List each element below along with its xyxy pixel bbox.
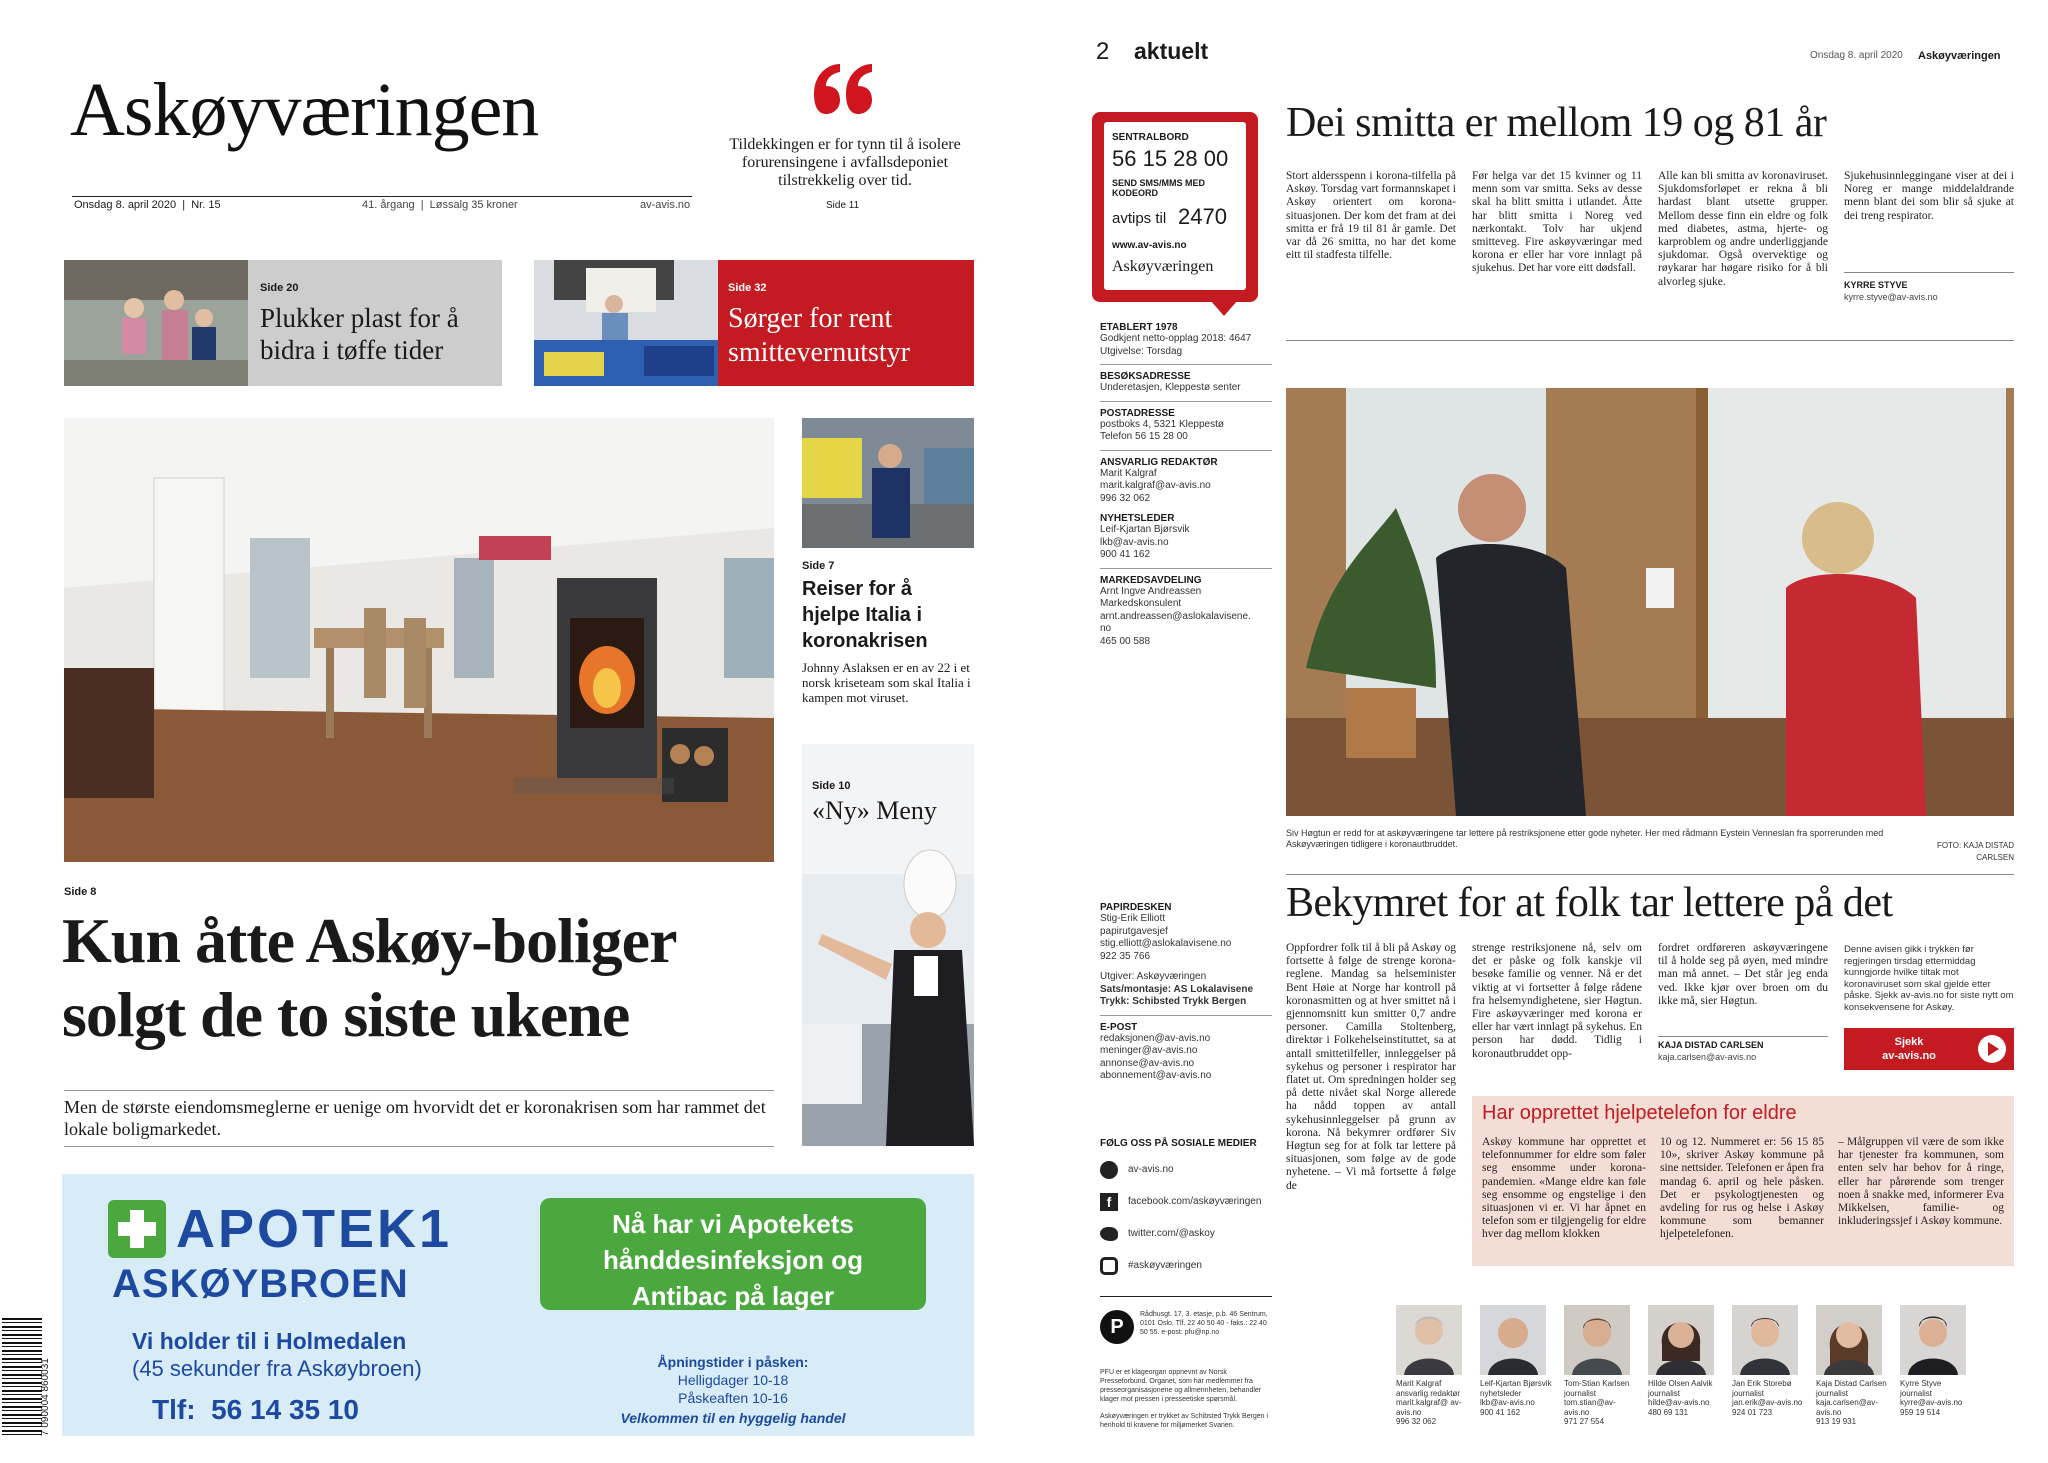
apotek-cross-icon: [108, 1200, 166, 1258]
story2-col3: fordret ordføreren askøyværingene til å holde seg på øyen, med mindre man må annet. – Det står jeg enda ved. Ikke kjør over broen om du ikke må, sier Høgtun.: [1658, 942, 1828, 1007]
helpline-col3: – Målgruppen vil være de som ikke har tjenester fra kommunen, som enten selv har behov for å ringe, eller har pårørende som trenger noen å snakke med, informerer Eva Mikkelsen, familie- og inkluderingssjef i Askøy kommune.: [1838, 1136, 2004, 1228]
story2-byline: KAJA DISTAD CARLSEN: [1658, 1040, 1764, 1050]
apotek-ad[interactable]: [62, 1174, 974, 1436]
instagram-icon: [1100, 1257, 1118, 1275]
header-paper: Askøyværingen: [1918, 50, 2001, 62]
teaser-plast[interactable]: [64, 260, 502, 386]
staff-photo: [1396, 1305, 1462, 1375]
staff-card: Kaja Distad Carlsen journalist kaja.carlsen@av-avis.no 913 19 931: [1816, 1305, 1888, 1427]
teaser-smitte-headline: Sørger for rent smittevernutstyr: [728, 303, 910, 368]
info-email: E-POST redaksjonen@av-avis.no meninger@av-avis.no annonse@av-avis.no abonnement@av-avis.no: [1100, 1021, 1212, 1081]
main-story-rule-bottom: [64, 1146, 774, 1147]
teaser-meny-page: Side 10: [812, 780, 851, 792]
story1-byline: KYRRE STYVE: [1844, 280, 1908, 290]
social-web[interactable]: av-avis.no: [1100, 1154, 1272, 1186]
teaser-smitte-page: Side 32: [728, 282, 767, 294]
photo-caption: Siv Høgtun er redd for at askøyværingene tar lettere på restriksjonene etter gode nyheter. Her med rådmann Eystein Venneslan fra sporrerunden med Askøyværingen tidligere i koronautbruddet.: [1286, 828, 1884, 849]
staff-card: Kyrre Styve journalist kyrre@av-avis.no 959 19 514: [1900, 1305, 1972, 1417]
info-established: ETABLERT 1978 Godkjent netto-opplag 2018: 4647 Utgivelse: Torsdag: [1100, 322, 1252, 357]
staff-card: Marit Kalgraf ansvarlig redaktør marit.kalgraf@ av-avis.no 996 32 062: [1396, 1305, 1468, 1427]
apotek-location: ASKØYBROEN: [112, 1262, 409, 1306]
teaser-italia-photo[interactable]: [802, 418, 974, 548]
apotek-hours-title: Åpningstider i påsken:: [657, 1354, 809, 1370]
pfu-address: Rådhusgt. 17, 3. etasje, p.b. 46 Sentrum, 0101 Oslo. Tlf. 22 40 50 40 - faks.: 22 40 50 55. e-post: pfu@np.no: [1140, 1311, 1268, 1336]
main-story-rule: [64, 1090, 774, 1091]
teaser-italia-body: Johnny Aslaksen er en av 22 i et norsk kriseteam som skal Italia i kampen mot viruset.: [802, 660, 971, 705]
apotek-hours1: Helligdager 10-18: [677, 1372, 789, 1388]
contact-label-sentralbord: SENTRALBORD: [1112, 132, 1189, 143]
contact-box-pointer: [1210, 300, 1238, 316]
social-twitter[interactable]: twitter.com/@askoy: [1100, 1218, 1272, 1250]
main-story-headline[interactable]: Kun åtte Askøy-boliger solgt de to siste ukene: [62, 905, 676, 1050]
info-post: POSTADRESSE postboks 4, 5321 Kleppestø Telefon 56 15 28 00: [1100, 407, 1224, 442]
quote-page-ref: Side 11: [826, 200, 860, 211]
helpline-col1: Askøy kommune har opprettet et telefonnummer for eldre som føler seg ensomme under korona-pandemien. «Mange eldre kan føle seg ensomme og engstelige i den situasjonen vi er. Vi har åpnet en telefon som er tilgjengelig for eldre hver dag mellom klokken: [1482, 1136, 1646, 1241]
main-story-lead: Men de største eiendomsmeglerne er uenige om hvorvidt det er koronakrisen som har rammet det lokale boligmarkedet.: [64, 1097, 766, 1139]
contact-sms-prefix: avtips til: [1112, 210, 1167, 227]
apotek-phone[interactable]: Tlf: 56 14 35 10: [152, 1394, 360, 1425]
story1-byline-email[interactable]: kyrre.styve@av-avis.no: [1844, 292, 1938, 302]
header-date: Onsdag 8. april 2020: [1810, 50, 1903, 61]
social-facebook[interactable]: f facebook.com/askøyværingen: [1100, 1186, 1272, 1218]
story1-col2: Før helga var det 15 kvinner og 11 menn som var smitta. Seks av desse skal ha blitt smitta i utlandet. Åtte har blitt smitta i Noreg ved nærkontakt. Tolv har ukjend smitteveg. Fire askøyværingar med korona er eller har vore innlagt på sjukehus. Det har vore eitt dødsfall.: [1472, 170, 1642, 275]
story1-col3: Alle kan bli smitta av koronaviruset. Sjukdomsforløpet er rekna å bli hardast blant utsette grupper. Mellom desse finn ein eldre og folk med diabetes, astma, hjerte- og karproblem og andre underliggjande sjukdomar. Også overvektige og røykarar har høgare risiko for å bli alvorleg sjuke.: [1658, 170, 1828, 288]
pfu-print: Askøyværingen er trykket av Schibsted Trykk Bergen i henhold til kravene for miljømerket Svanen.: [1100, 1413, 1269, 1429]
masthead-website[interactable]: av-avis.no: [640, 199, 691, 211]
teaser-plast-page: Side 20: [260, 282, 299, 294]
teaser-meny-headline: «Ny» Meny: [812, 796, 937, 825]
story2-col1: Oppfordrer folk til å bli på Askøy og fortsette å følge de strenge korona-reglene. Mandag sa helseminister Bent Høie at Norge har kontroll på koronasmitten og at hver smittet nå i gjennomsnitt kun smitter 0,7 andre personer. Camilla Stoltenberg, direktør i Folkehelseinstituttet, sa at antall smittetilfeller, innleggelser på sykehus og personer i respirator har flatet ut. Om spredningen holder seg på dette nivået skal Norge allerede ha nådd toppen av antall sykehusinnleggelser på grunn av korona. Nå bekymrer ordfører Siv Høgtun seg for at folk tar lettere på situasjonen, som følge av de gode nyhetene. – Vi må fortsette å følge de: [1286, 942, 1456, 1192]
info-news-lead: NYHETSLEDER Leif-Kjartan Bjørsvik lkb@av-avis.no 900 41 162: [1100, 513, 1190, 560]
pfu-logo: P: [1100, 1310, 1134, 1344]
barcode: [2, 1318, 42, 1436]
teaser-plast-headline: Plukker plast for å bidra i tøffe tider: [260, 303, 459, 365]
contact-box[interactable]: [1092, 112, 1258, 302]
check-website-button[interactable]: Sjekk av-avis.no: [1844, 1028, 2014, 1070]
teaser-smitte[interactable]: [534, 260, 974, 386]
staff-card: Hilde Olsen Aalvik journalist hilde@av-avis.no 480 69 131: [1648, 1305, 1720, 1417]
contact-phone[interactable]: 56 15 28 00: [1112, 146, 1229, 171]
quote-mark-icon: [808, 56, 878, 126]
apotek-callout: Nå har vi Apotekets hånddesinfeksjon og Antibac på lager: [540, 1198, 926, 1310]
apotek-line2: (45 sekunder fra Askøybroen): [132, 1356, 422, 1381]
staff-photo: [1480, 1305, 1546, 1375]
staff-photo: [1900, 1305, 1966, 1375]
teaser-smitte-photo: [534, 260, 718, 386]
story2-headline[interactable]: Bekymret for at folk tar lettere på det: [1286, 880, 1893, 926]
info-visit: BESØKSADRESSE Underetasjen, Kleppestø senter: [1100, 371, 1241, 393]
teaser-italia-headline[interactable]: Reiser for å hjelpe Italia i koronakrisen: [802, 578, 928, 652]
barcode-number: 7 090004 860031: [40, 1358, 51, 1436]
contact-logo: Askøyværingen: [1112, 258, 1214, 275]
apotek-welcome: Velkommen til en hyggelig handel: [620, 1410, 846, 1426]
play-icon: [1978, 1035, 2006, 1063]
story1-col1: Stort aldersspenn i korona-tilfella på Askøy. Torsdag vart formannskapet i Askøy orientert om korona-situasjonen. Der kom det fram at dei smitta er frå 19 til 81 år gamle. Det var då 26 smitta, no har det kome eitt til stadfesta tilfelle.: [1286, 170, 1456, 262]
page-number: 2: [1096, 38, 1110, 65]
staff-card: Jan Erik Storebø journalist jan.erik@av-avis.no 924 01 723: [1732, 1305, 1804, 1417]
social-heading: FØLG OSS PÅ SOSIALE MEDIER: [1100, 1138, 1257, 1149]
apotek-hours2: Påskeaften 10-16: [678, 1390, 788, 1406]
apotek-brand: APOTEK1: [176, 1199, 453, 1259]
section-name: aktuelt: [1134, 38, 1209, 64]
masthead-issue: 41. årgang | Løssalg 35 kroner: [362, 199, 518, 211]
info-editor: ANSVARLIG REDAKTØR Marit Kalgraf marit.kalgraf@av-avis.no 996 32 062: [1100, 456, 1218, 504]
twitter-icon: [1100, 1227, 1118, 1241]
info-publisher: Utgiver: Askøyværingen Sats/montasje: AS Lokalavisene Trykk: Schibsted Trykk Bergen: [1100, 971, 1254, 1007]
helpline-col2: 10 og 12. Nummeret er: 56 15 85 10», skriver Askøy kommune på sine nettsider. Telefonen er åpen fra mandag 6. april og hele påsken. Det er psykologtjenesten og avdeling for rus og helse i Askøy kommune som bemanner hjelpetelefonen.: [1660, 1136, 1824, 1241]
teaser-plast-photo: [64, 260, 248, 386]
staff-photo: [1648, 1305, 1714, 1375]
story2-col2: strenge restriksjonene nå, selv om det er påske og folk kanskje vil besøke familie og venner. Nå er det viktig at vi fortsetter å følge rådene fra helsemyndighetene, sier Høgtun. Fire askøyværinger med korona er eller har vært innlagt på sykehus. En person har dødd. Tidlig i koronautbruddet opp-: [1472, 942, 1642, 1060]
teaser-italia-page: Side 7: [802, 560, 835, 572]
social-instagram[interactable]: #askøyværingen: [1100, 1250, 1272, 1282]
helpline-box[interactable]: [1472, 1096, 2014, 1266]
helpline-title: Har opprettet hjelpetelefon for eldre: [1482, 1102, 1797, 1124]
masthead-info: [1100, 316, 1272, 648]
story2-byline-email[interactable]: kaja.carlsen@av-avis.no: [1658, 1052, 1757, 1062]
masthead-rule: [72, 196, 692, 197]
story2-side-note: Denne avisen gikk i trykken før regjeringen tirsdag ettermiddag kunngjorde hvilke tiltak mot koronaviruset som skal gjelde etter påske. Sjekk av-avis.no for siste nytt om konsekvensene for Askøy.: [1844, 944, 2014, 1013]
apotek-line1: Vi holder til i Holmedalen: [132, 1328, 407, 1354]
globe-icon: [1100, 1161, 1118, 1179]
contact-sms-number[interactable]: 2470: [1178, 204, 1227, 229]
facebook-icon: f: [1100, 1193, 1118, 1211]
info-market: MARKEDSAVDELING Arnt Ingve Andreassen Markedskonsulent arnt.andreassen@aslokalavisene. no 465 00 588: [1100, 574, 1251, 647]
masthead-logo[interactable]: Askøyværingen: [70, 68, 539, 152]
story-photo[interactable]: [1286, 388, 2014, 816]
pfu-text: PFU er et klageorgan oppnevnt av Norsk Presseforbund. Organet, som har medlemmer fra presseorganisasjonene og allmennheten, behandler klager mot pressen i presseetiske spørsmål.: [1100, 1369, 1262, 1403]
main-story-photo[interactable]: [64, 418, 774, 862]
contact-web[interactable]: www.av-avis.no: [1112, 240, 1187, 251]
masthead-date: Onsdag 8. april 2020 | Nr. 15: [74, 199, 221, 211]
photo-credit: FOTO: KAJA DISTAD CARLSEN: [1936, 841, 2014, 862]
masthead-info-2: [1100, 896, 1272, 1083]
story1-col4: Sjukehusinnleggingane viser at dei i Noreg er mange middelaldrande menn blant dei som blir så sjuke at dei treng respirator.: [1844, 170, 2014, 222]
story1-headline[interactable]: Dei smitta er mellom 19 og 81 år: [1286, 100, 1827, 146]
staff-photo: [1816, 1305, 1882, 1375]
staff-card: Leif-Kjartan Bjørsvik nyhetsleder lkb@av-avis.no 900 41 162: [1480, 1305, 1552, 1417]
info-paperdesk: PAPIRDESKEN Stig-Erik Elliott papirutgavesjef stig.elliott@aslokalavisene.no 922 35 766: [1100, 902, 1232, 962]
staff-card: Tom-Stian Karlsen journalist tom.stian@av-avis.no 971 27 554: [1564, 1305, 1636, 1427]
staff-photo: [1732, 1305, 1798, 1375]
quote-text[interactable]: Tildekkingen er for tynn til å isolere forurensingene i avfallsdeponiet tilstrekkelig over tid.: [729, 136, 961, 189]
contact-label-sms: SEND SMS/MMS MED KODEORD: [1112, 178, 1206, 198]
main-story-page: Side 8: [64, 886, 97, 898]
social-list: [1100, 1154, 1272, 1282]
staff-photo: [1564, 1305, 1630, 1375]
